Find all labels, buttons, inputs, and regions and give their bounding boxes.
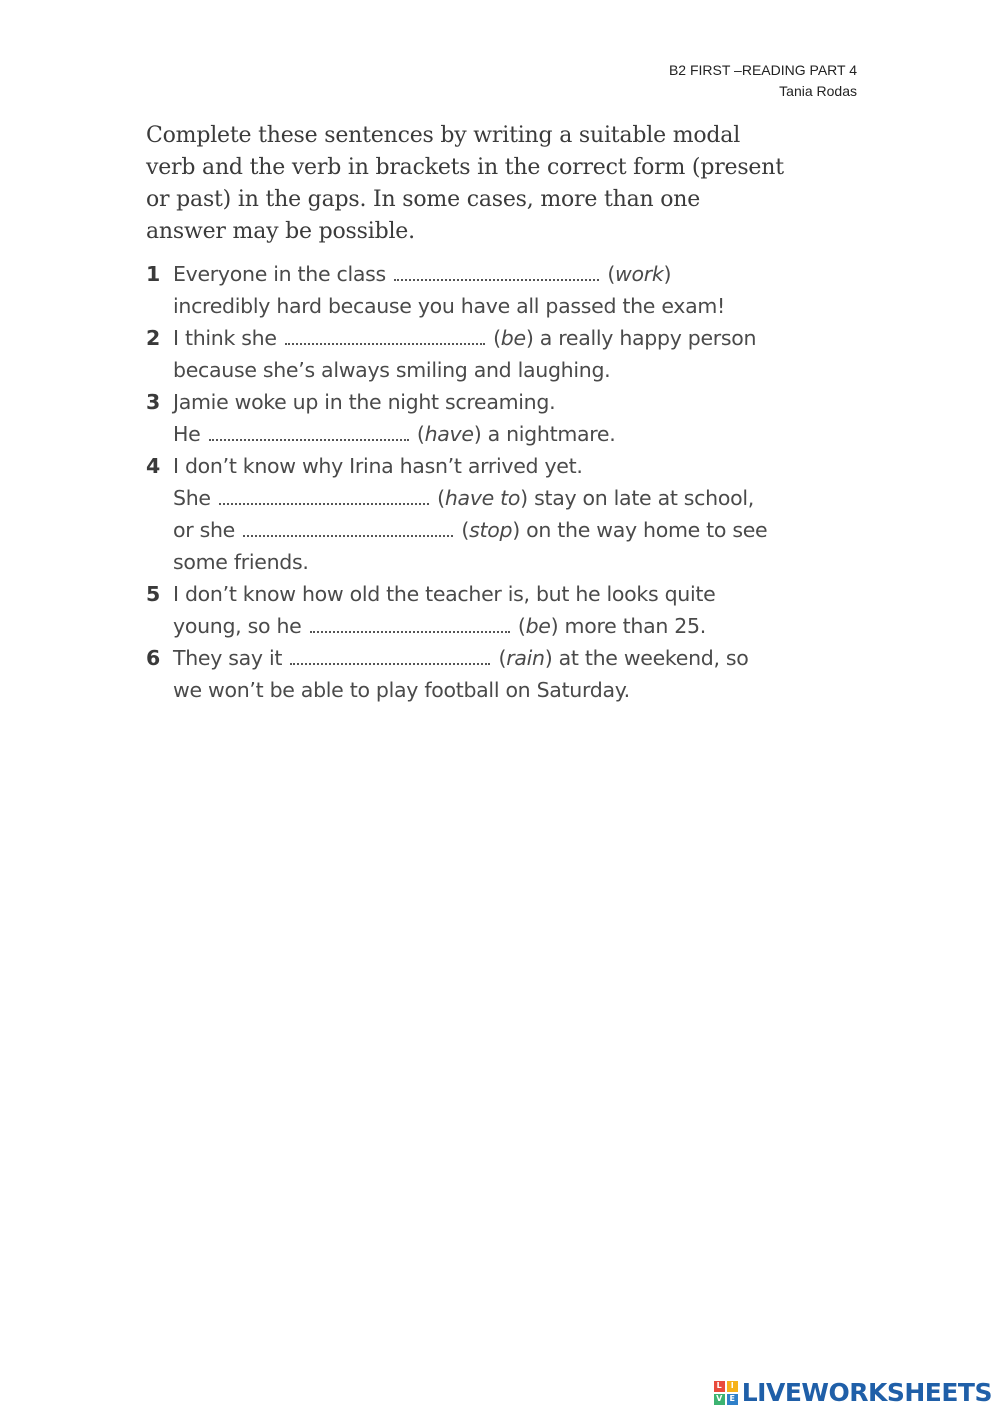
answer-gap[interactable] xyxy=(285,325,485,345)
answer-gap[interactable] xyxy=(394,261,599,281)
item-text: I don’t know how old the teacher is, but he looks quite xyxy=(173,582,716,606)
liveworksheets-logo[interactable] xyxy=(714,1378,992,1407)
document-header xyxy=(669,60,857,102)
item-text: a really happy person xyxy=(539,326,757,350)
exercise-item-5 xyxy=(146,578,796,642)
answer-gap[interactable] xyxy=(209,421,409,441)
item-text: He xyxy=(173,422,201,446)
item-number: 2 xyxy=(146,326,160,350)
item-line xyxy=(173,642,796,674)
answer-gap[interactable] xyxy=(243,517,453,537)
answer-gap[interactable] xyxy=(290,645,490,665)
exercise-item-4 xyxy=(146,450,796,578)
instructions-text: Complete these sentences by writing a suitable modal verb and the verb in brackets in the correct form (present or past) in the gaps. In some cases, more than one answer may be possible. xyxy=(146,123,784,244)
worksheet-title: B2 FIRST –READING PART 4 xyxy=(668,62,857,78)
item-line xyxy=(173,482,796,514)
item-text: at the weekend, so xyxy=(558,646,749,670)
item-line xyxy=(173,514,796,546)
item-text: or she xyxy=(173,518,235,542)
item-text: more than 25. xyxy=(564,614,706,638)
verb-hint: (be) xyxy=(517,614,559,638)
item-number: 6 xyxy=(146,646,160,670)
verb-hint: (have to) xyxy=(437,486,528,510)
item-text: I think she xyxy=(173,326,277,350)
item-text: some friends. xyxy=(173,550,309,574)
verb-hint: (rain) xyxy=(498,646,553,670)
item-text: Jamie woke up in the night screaming. xyxy=(173,390,556,414)
logo-square-e: E xyxy=(727,1394,738,1405)
item-text: because she’s always smiling and laughing. xyxy=(173,358,611,382)
item-text: on the way home to see xyxy=(526,518,768,542)
item-line xyxy=(173,610,796,642)
item-text: a nightmare. xyxy=(487,422,616,446)
logo-square-i: I xyxy=(727,1381,738,1392)
exercise-item-6 xyxy=(146,642,796,706)
verb-hint: (have) xyxy=(416,422,482,446)
exercise-item-1 xyxy=(146,258,796,322)
logo-text: LIVEWORKSHEETS xyxy=(741,1378,992,1407)
item-text: young, so he xyxy=(173,614,302,638)
verb-hint: (work) xyxy=(607,262,672,286)
verb-hint: (stop) xyxy=(461,518,520,542)
author-name: Tania Rodas xyxy=(779,83,857,99)
item-number: 5 xyxy=(146,582,160,606)
item-text: I don’t know why Irina hasn’t arrived yet. xyxy=(173,454,583,478)
verb-hint: (be) xyxy=(493,326,534,350)
exercise-item-2 xyxy=(146,322,796,386)
item-text: Everyone in the class xyxy=(173,262,386,286)
item-line xyxy=(173,418,796,450)
item-number: 4 xyxy=(146,454,160,478)
exercise-list xyxy=(146,258,796,706)
item-line xyxy=(173,322,796,354)
item-text: She xyxy=(173,486,211,510)
exercise-item-3 xyxy=(146,386,796,450)
answer-gap[interactable] xyxy=(219,485,429,505)
item-text: They say it xyxy=(173,646,283,670)
item-number: 3 xyxy=(146,390,160,414)
item-number: 1 xyxy=(146,262,160,286)
item-text: we won’t be able to play football on Saturday. xyxy=(173,678,630,702)
logo-square-v: V xyxy=(714,1394,725,1405)
item-line xyxy=(173,258,796,290)
item-text: incredibly hard because you have all passed the exam! xyxy=(173,294,725,318)
logo-grid-icon xyxy=(714,1381,738,1405)
logo-square-l: L xyxy=(714,1381,725,1392)
answer-gap[interactable] xyxy=(310,613,510,633)
item-text: stay on late at school, xyxy=(534,486,754,510)
